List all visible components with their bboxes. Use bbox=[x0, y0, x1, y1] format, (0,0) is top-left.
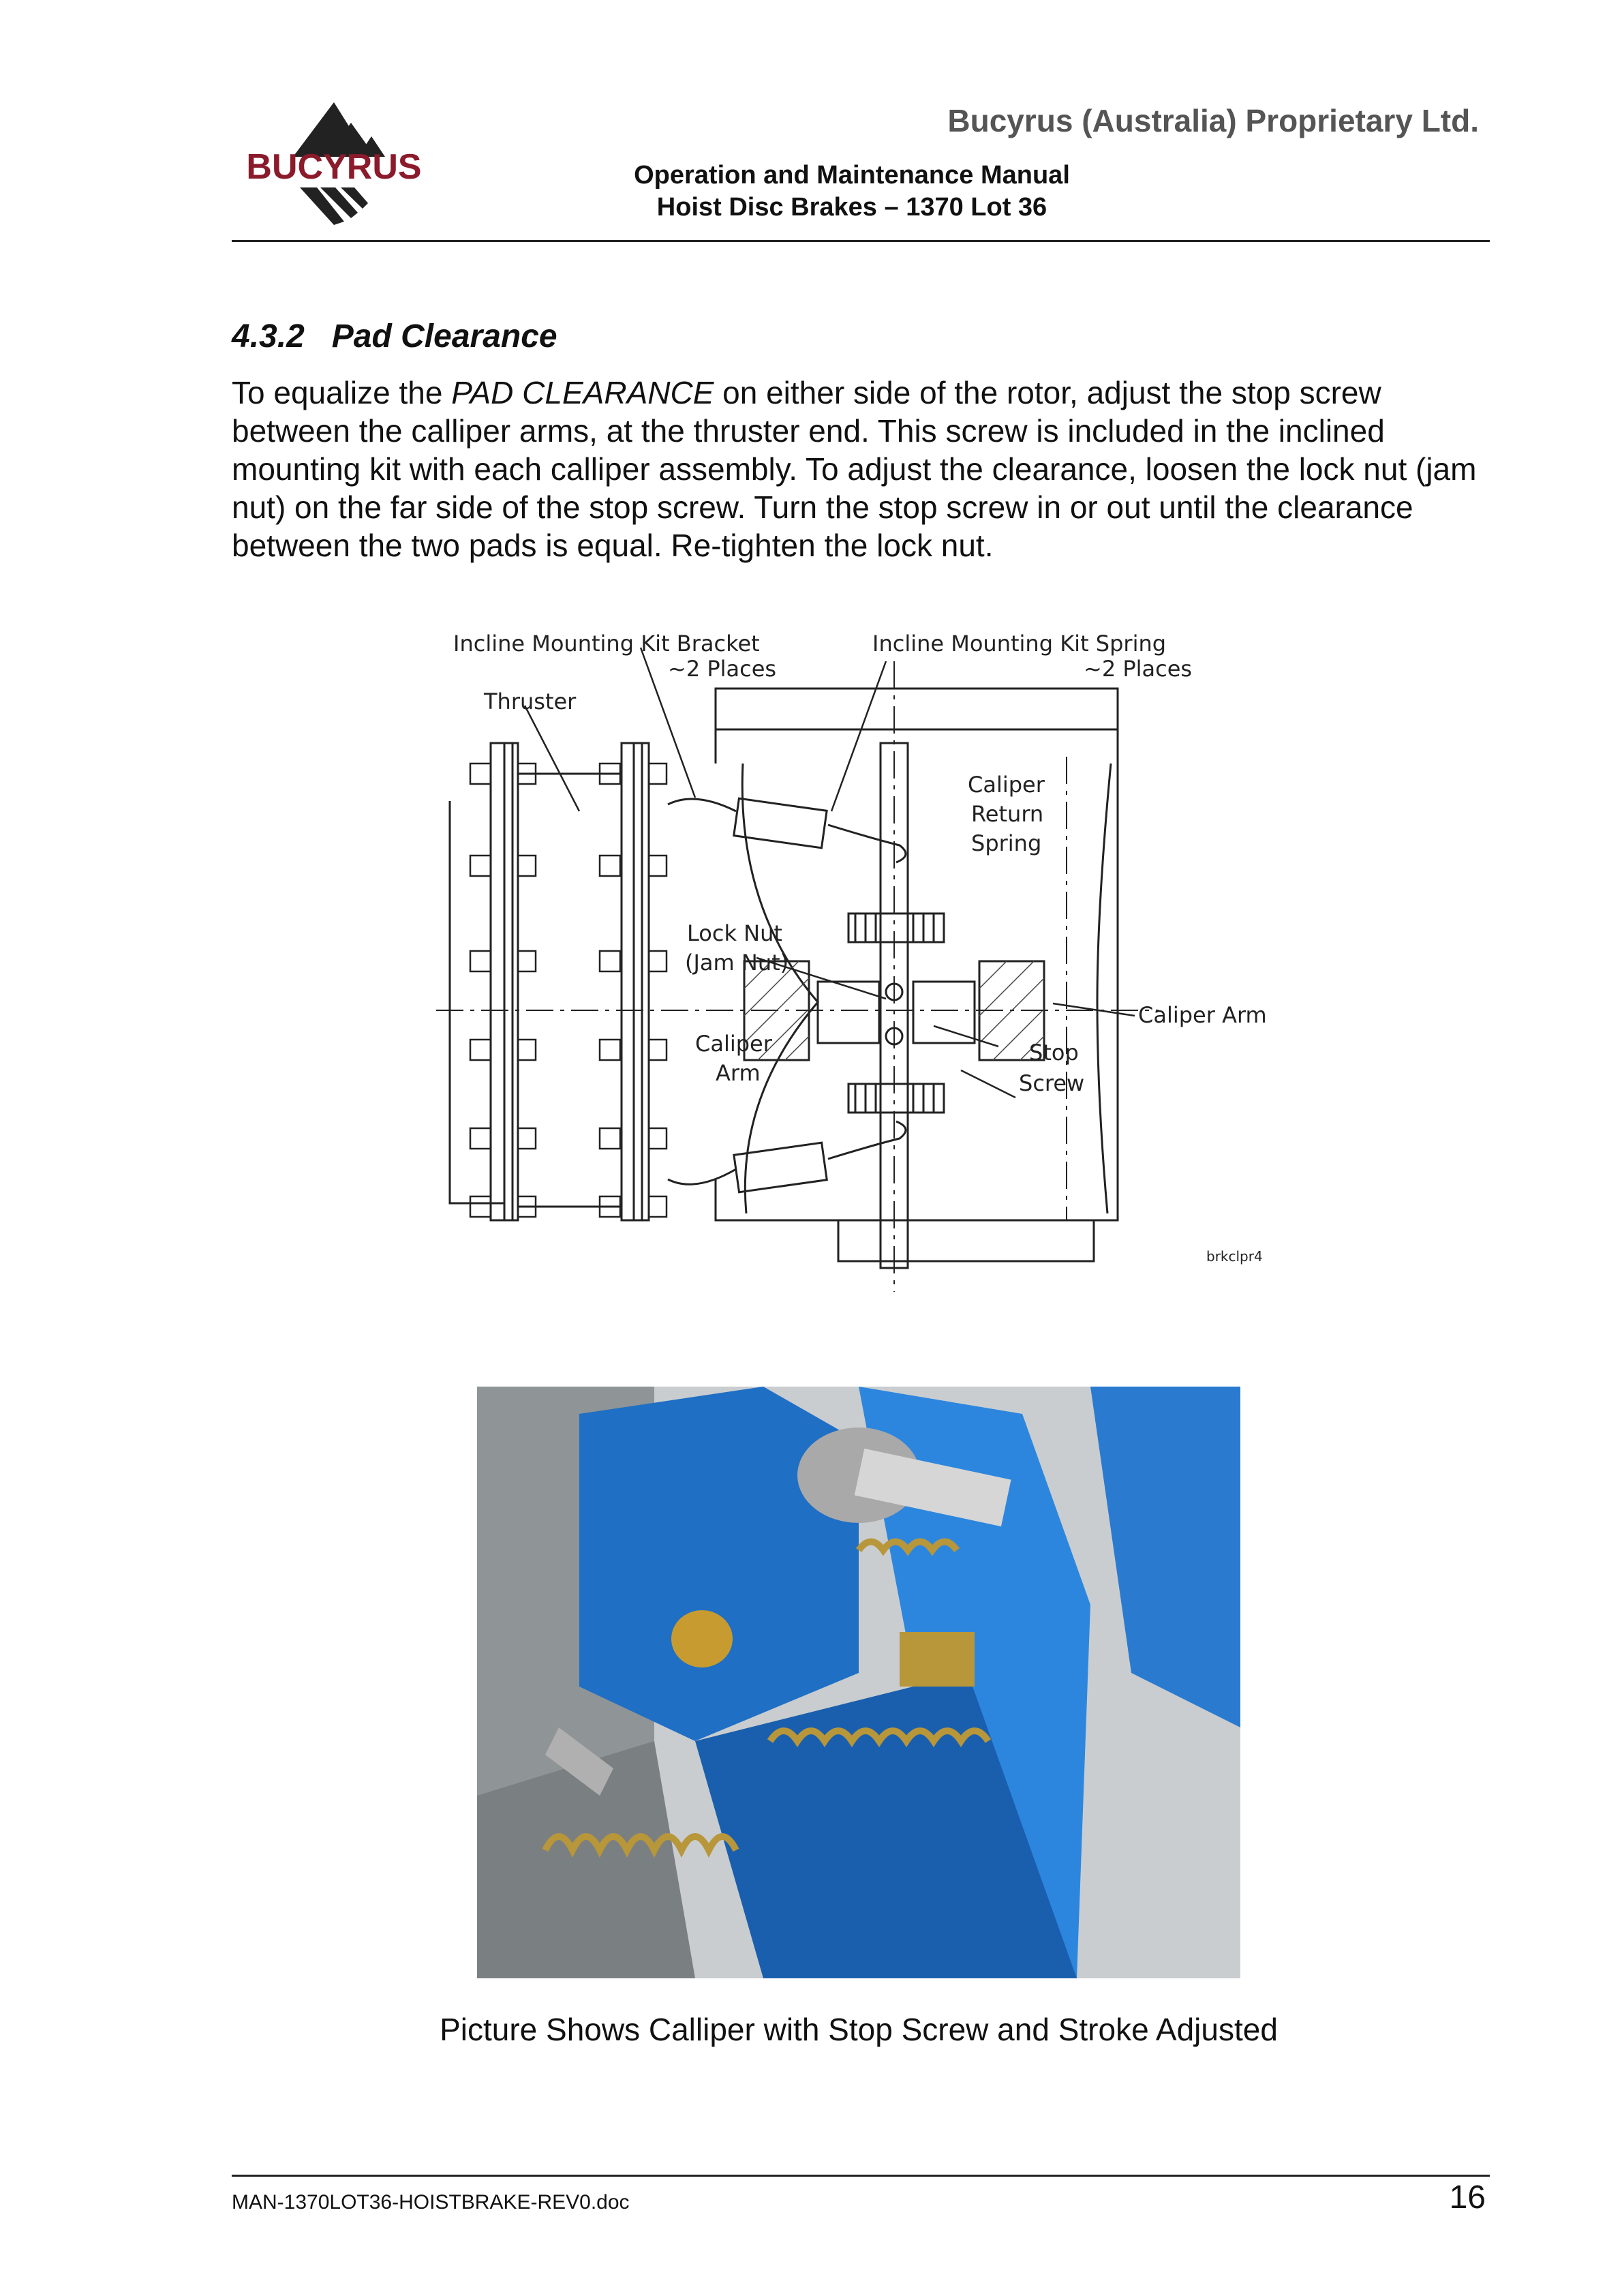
label-stop-1: Stop bbox=[1029, 1040, 1079, 1066]
logo-wordmark: BUCYRUS bbox=[246, 147, 422, 187]
label-caliper-arm-right: Caliper Arm bbox=[1138, 1002, 1267, 1028]
footer-rule bbox=[232, 2175, 1490, 2177]
section-paragraph bbox=[232, 374, 1499, 564]
label-return-1: Caliper bbox=[968, 772, 1045, 798]
label-thruster: Thruster bbox=[484, 689, 577, 714]
label-return-2: Return bbox=[971, 801, 1044, 827]
label-bracket-places: ~2 Places bbox=[668, 656, 777, 682]
manual-title-line2: Hoist Disc Brakes – 1370 Lot 36 bbox=[656, 193, 1047, 222]
label-spring: Incline Mounting Kit Spring bbox=[872, 631, 1167, 656]
header-rule bbox=[232, 240, 1490, 242]
label-calliper-arm-2: Arm bbox=[716, 1060, 761, 1086]
label-stop-2: Screw bbox=[1019, 1070, 1085, 1096]
label-spring-places: ~2 Places bbox=[1084, 656, 1193, 682]
label-return-3: Spring bbox=[971, 830, 1042, 856]
photo-caption: Picture Shows Calliper with Stop Screw and Stroke Adjusted bbox=[440, 2012, 1278, 2047]
para-text-end: on either side of the rotor, adjust the stop screw between the calliper arms, at the thruster end. This screw is included in the inclined mounting kit with each calliper assembly. To adjust the clearance, loosen the lock nut (jam nut) on the far side of the stop screw. Turn the stop screw in or out until the clearance between the two pads is equal. Re-tighten the lock nut. bbox=[232, 375, 1477, 563]
company-name: Bucyrus (Australia) Proprietary Ltd. bbox=[947, 103, 1479, 138]
section-heading: 4.3.2 Pad Clearance bbox=[232, 318, 557, 354]
bucyrus-logo bbox=[232, 95, 436, 225]
para-text-emphasis: PAD CLEARANCE bbox=[451, 375, 714, 410]
page-number: 16 bbox=[1449, 2179, 1486, 2216]
manual-title bbox=[545, 160, 1159, 224]
manual-title-line1: Operation and Maintenance Manual bbox=[634, 161, 1070, 190]
para-text-start: To equalize the bbox=[232, 375, 452, 410]
label-locknut-1: Lock Nut bbox=[687, 920, 782, 946]
caliper-drawing bbox=[436, 620, 1288, 1295]
caliper-photo bbox=[477, 1387, 1240, 1978]
label-drawing-ref: brkclpr4 bbox=[1206, 1248, 1263, 1265]
label-bracket: Incline Mounting Kit Bracket bbox=[453, 631, 760, 656]
document-filename: MAN-1370LOT36-HOISTBRAKE-REV0.doc bbox=[232, 2191, 630, 2214]
label-calliper-arm-1: Caliper bbox=[695, 1031, 772, 1057]
label-locknut-2: (Jam Nut) bbox=[685, 950, 789, 976]
